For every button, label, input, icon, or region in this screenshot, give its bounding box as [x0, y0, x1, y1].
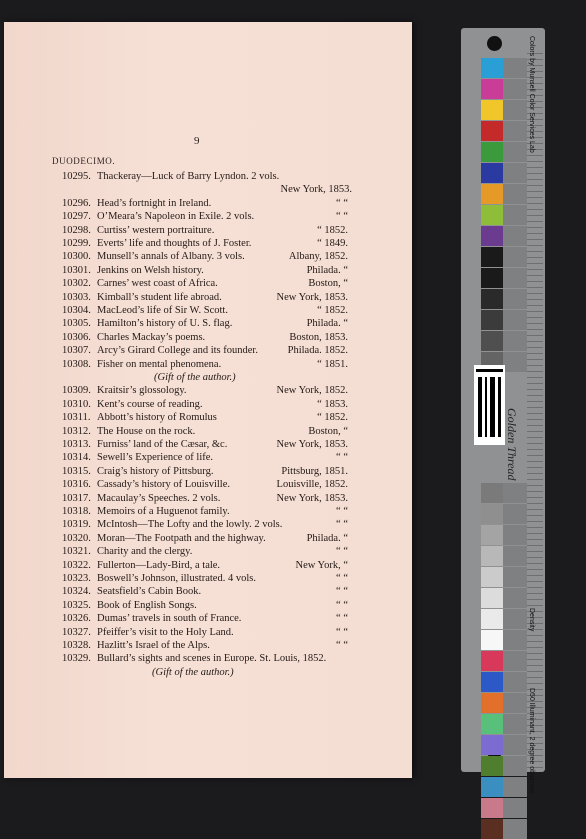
entry-number: 10306. — [62, 331, 91, 343]
color-swatch — [481, 546, 503, 566]
list-item — [4, 304, 412, 318]
entry-number: 10297. — [62, 211, 91, 223]
entry-title: The House on the rock. — [97, 425, 196, 437]
entry-place-date: “ 1849. — [317, 238, 348, 249]
entry-place-date: “ “ — [336, 211, 348, 223]
color-swatch — [481, 205, 503, 225]
swatch-value-cell — [503, 588, 527, 608]
entry-title: Arcy’s Girard College and its founder. — [97, 345, 258, 357]
entry-number: 10316. — [62, 479, 91, 491]
list-item — [4, 532, 412, 546]
color-swatch — [481, 310, 503, 330]
entry-number: 10305. — [62, 318, 91, 330]
entry-title: Furniss’ land of the Cæsar, &c. — [97, 439, 228, 450]
swatch-value-cell — [503, 58, 527, 78]
section-heading: DUODECIMO. — [52, 156, 116, 166]
entry-place-date: Pittsburg, 1851. — [281, 465, 348, 477]
entry-number: 10302. — [62, 278, 91, 290]
entry-place-date: Boston, 1853. — [289, 331, 348, 343]
entry-place-date: New York, “ — [295, 559, 348, 571]
entry-number: 10299. — [62, 238, 91, 249]
list-item — [4, 572, 412, 586]
swatch-value-cell — [503, 247, 527, 267]
entry-title: Sewell’s Experience of life. — [97, 452, 214, 464]
entry-place-date: New York, 1853. — [276, 291, 348, 303]
swatch-value-cell — [503, 714, 527, 734]
entry-number: 10300. — [62, 251, 91, 263]
swatch-value-cell — [503, 756, 527, 776]
entry-number: 10296. — [62, 197, 91, 209]
list-item — [4, 666, 412, 680]
page-number: 9 — [194, 135, 200, 147]
list-item — [4, 438, 412, 452]
entry-place-date: “ “ — [336, 573, 348, 584]
swatch-value-cell — [503, 79, 527, 99]
entry-number: 10324. — [62, 586, 91, 598]
entry-number: 10328. — [62, 640, 91, 651]
entry-number: 10325. — [62, 599, 91, 611]
entry-place-date: “ “ — [336, 613, 348, 625]
color-swatch — [481, 651, 503, 671]
entry-number: 10327. — [62, 626, 91, 638]
color-swatch — [481, 819, 503, 839]
entry-place-date: “ 1852. — [317, 412, 348, 424]
entry-place-date: “ 1852. — [317, 305, 348, 316]
entry-title: Fullerton—Lady-Bird, a tale. — [97, 559, 221, 571]
color-swatch — [481, 289, 503, 309]
entry-number: 10295. — [62, 171, 91, 182]
color-swatch — [481, 567, 503, 587]
list-item — [4, 478, 412, 492]
swatch-value-cell — [503, 819, 527, 839]
density-ruler — [527, 48, 543, 768]
entry-title: O’Meara’s Napoleon in Exile. 2 vols. — [97, 211, 255, 223]
punch-hole — [487, 36, 502, 51]
color-swatch — [481, 735, 503, 755]
swatch-value-cell — [503, 798, 527, 818]
entry-number: 10319. — [62, 519, 91, 531]
entry-title: Seatsfield’s Cabin Book. — [97, 586, 202, 598]
entry-title: McIntosh—The Lofty and the lowly. 2 vols. — [97, 519, 283, 531]
list-item — [4, 291, 412, 305]
color-swatch — [481, 184, 503, 204]
entry-place-date: “ “ — [336, 506, 348, 517]
entry-place-date: “ “ — [336, 546, 348, 558]
color-swatch — [481, 121, 503, 141]
swatch-value-cell — [503, 352, 527, 372]
list-item — [4, 639, 412, 653]
entry-title: Everts’ life and thoughts of J. Foster. — [97, 238, 252, 249]
entry-title: Pfeiffer’s visit to the Holy Land. — [97, 626, 234, 638]
entry-number: 10304. — [62, 305, 91, 316]
gift-note: (Gift of the author.) — [154, 372, 236, 383]
entry-title: Fisher on mental phenomena. — [97, 358, 222, 370]
list-item — [4, 358, 412, 372]
entry-title: Cassady’s history of Louisville. — [97, 479, 230, 491]
color-swatch — [481, 714, 503, 734]
swatch-value-cell — [503, 310, 527, 330]
swatch-value-cell — [503, 226, 527, 246]
entry-title: Munsell’s annals of Albany. 3 vols. — [97, 251, 245, 263]
entry-place-date: New York, 1853. — [280, 184, 352, 196]
entry-title: Charles Mackay’s poems. — [97, 331, 206, 343]
list-item — [4, 224, 412, 238]
entry-title: Craig’s history of Pittsburg. — [97, 465, 214, 477]
swatch-value-cell — [503, 504, 527, 524]
list-item — [4, 626, 412, 640]
list-item — [4, 317, 412, 331]
swatch-value-cell — [503, 289, 527, 309]
swatch-value-cell — [503, 735, 527, 755]
entry-title: Macaulay’s Speeches. 2 vols. — [97, 492, 221, 504]
list-item — [4, 492, 412, 506]
barcode — [474, 365, 505, 445]
color-target-card — [461, 28, 545, 794]
list-item — [4, 237, 412, 251]
entry-number: 10313. — [62, 439, 91, 450]
color-swatch — [481, 525, 503, 545]
list-item — [4, 331, 412, 345]
brand-logo: Golden Thread — [505, 408, 519, 481]
entry-title: Charity and the clergy. — [97, 546, 193, 558]
entry-place-date: “ “ — [336, 599, 348, 611]
entry-title: Memoirs of a Huguenot family. — [97, 506, 230, 517]
entry-number: 10312. — [62, 425, 91, 437]
entry-title: Boswell’s Johnson, illustrated. 4 vols. — [97, 573, 256, 584]
list-item — [4, 599, 412, 613]
swatch-value-cell — [503, 525, 527, 545]
entry-place-date: “ “ — [336, 626, 348, 638]
entry-title: Kraitsir’s glossology. — [97, 385, 187, 397]
color-swatch — [481, 588, 503, 608]
entry-place-date: Louisville, 1852. — [276, 479, 348, 491]
swatch-value-cell — [503, 567, 527, 587]
entry-title: Dumas’ travels in south of France. — [97, 613, 242, 625]
entry-title: Thackeray—Luck of Barry Lyndon. 2 vols. — [97, 171, 280, 182]
list-item — [4, 652, 412, 666]
color-swatch — [481, 504, 503, 524]
swatch-value-cell — [503, 630, 527, 650]
entry-title: MacLeod’s life of Sir W. Scott. — [97, 305, 228, 316]
gift-note: (Gift of the author.) — [152, 666, 234, 678]
swatch-value-cell — [503, 100, 527, 120]
list-item — [4, 277, 412, 291]
entry-place-date: “ “ — [336, 197, 348, 209]
entry-place-date: “ 1851. — [317, 358, 348, 370]
color-swatch — [481, 798, 503, 818]
color-swatch — [481, 777, 503, 797]
swatch-value-cell — [503, 163, 527, 183]
entry-place-date: Albany, 1852. — [288, 251, 348, 263]
list-item — [4, 585, 412, 599]
color-swatch — [481, 483, 503, 503]
entry-place-date: Boston, “ — [308, 278, 348, 290]
color-swatch — [481, 58, 503, 78]
entry-number: 10321. — [62, 546, 91, 558]
color-swatch — [481, 247, 503, 267]
entry-number: 10322. — [62, 559, 91, 571]
color-swatch — [481, 630, 503, 650]
entry-number: 10317. — [62, 492, 91, 504]
swatch-value-cell — [503, 268, 527, 288]
swatch-value-cell — [503, 483, 527, 503]
swatch-value-cell — [503, 651, 527, 671]
list-item — [4, 384, 412, 398]
entry-number: 10315. — [62, 465, 91, 477]
swatch-value-cell — [503, 693, 527, 713]
list-item — [4, 344, 412, 358]
swatch-value-cell — [503, 184, 527, 204]
entry-title: Kimball’s student life abroad. — [97, 291, 222, 303]
entry-place-date: “ “ — [336, 586, 348, 598]
entry-number: 10308. — [62, 358, 91, 370]
entry-number: 10310. — [62, 398, 91, 410]
entry-title: Head’s fortnight in Ireland. — [97, 197, 212, 209]
swatch-value-cell — [503, 609, 527, 629]
color-swatch — [481, 79, 503, 99]
entry-place-date: Philada. “ — [306, 264, 348, 276]
list-item — [4, 545, 412, 559]
entry-title: Abbott’s history of Romulus — [97, 412, 217, 424]
list-item — [4, 398, 412, 412]
color-swatch — [481, 756, 503, 776]
swatch-value-cell — [503, 331, 527, 351]
entry-number: 10303. — [62, 291, 91, 303]
entry-title: Hamilton’s history of U. S. flag. — [97, 318, 233, 330]
list-item — [4, 210, 412, 224]
swatch-value-cell — [503, 672, 527, 692]
color-swatch — [481, 226, 503, 246]
entry-place-date: “ “ — [336, 452, 348, 464]
list-item — [4, 451, 412, 465]
list-item — [4, 425, 412, 439]
swatch-value-cell — [503, 777, 527, 797]
list-item — [4, 197, 412, 211]
entry-number: 10311. — [62, 412, 91, 424]
entry-number: 10329. — [62, 653, 91, 665]
entry-place-date: Philada. 1852. — [287, 345, 348, 357]
entry-place-date: New York, 1852. — [276, 385, 348, 397]
color-swatch — [481, 268, 503, 288]
entry-number: 10314. — [62, 452, 91, 464]
entry-number: 10301. — [62, 264, 91, 276]
entry-title: Carnes’ west coast of Africa. — [97, 278, 218, 290]
list-item — [4, 559, 412, 573]
color-swatch — [481, 331, 503, 351]
entry-number: 10298. — [62, 224, 91, 236]
entry-number: 10309. — [62, 385, 91, 397]
list-item — [4, 612, 412, 626]
color-swatch — [481, 142, 503, 162]
target-side-text: Colors by Munsell Color Services Lab — [528, 36, 535, 153]
list-item — [4, 411, 412, 425]
list-item — [4, 183, 412, 197]
list-item — [4, 170, 412, 184]
list-item — [4, 505, 412, 519]
entry-place-date: “ 1853. — [317, 398, 348, 410]
illuminant-text: D50 Illuminant, 2 degree observer — [528, 688, 535, 794]
entry-title: Book of English Songs. — [97, 599, 197, 611]
entry-title: Moran—The Footpath and the highway. — [97, 532, 266, 544]
list-item — [4, 371, 412, 385]
color-swatch — [481, 100, 503, 120]
color-swatch — [481, 163, 503, 183]
swatch-value-cell — [503, 546, 527, 566]
entry-title: Kent’s course of reading. — [97, 398, 203, 410]
color-swatch — [481, 693, 503, 713]
entry-number: 10320. — [62, 532, 91, 544]
swatch-value-cell — [503, 142, 527, 162]
entry-place-date: “ “ — [336, 519, 348, 531]
entry-place-date: “ 1852. — [317, 224, 348, 236]
swatch-value-cell — [503, 205, 527, 225]
color-swatch — [481, 672, 503, 692]
color-swatch — [481, 609, 503, 629]
entry-number: 10323. — [62, 573, 91, 584]
density-label: Density — [528, 608, 535, 632]
swatch-value-cell — [503, 121, 527, 141]
entry-number: 10318. — [62, 506, 91, 517]
entry-number: 10326. — [62, 613, 91, 625]
entry-place-date: Boston, “ — [308, 425, 348, 437]
list-item — [4, 465, 412, 479]
entry-place-date: New York, 1853. — [276, 492, 348, 504]
entry-title: Curtiss’ western portraiture. — [97, 224, 215, 236]
list-item — [4, 250, 412, 264]
entry-number: 10307. — [62, 345, 91, 357]
list-item — [4, 264, 412, 278]
entry-place-date: Philada. “ — [306, 532, 348, 544]
list-item — [4, 518, 412, 532]
entry-title: Jenkins on Welsh history. — [97, 264, 204, 276]
entry-place-date: “ “ — [336, 640, 348, 651]
entry-title: Bullard’s sights and scenes in Europe. St. Louis, 1852. — [97, 653, 327, 665]
entry-place-date: New York, 1853. — [276, 439, 348, 450]
book-page — [4, 22, 412, 778]
entry-title: Hazlitt’s Israel of the Alps. — [97, 640, 210, 651]
entry-place-date: Philada. “ — [306, 318, 348, 330]
